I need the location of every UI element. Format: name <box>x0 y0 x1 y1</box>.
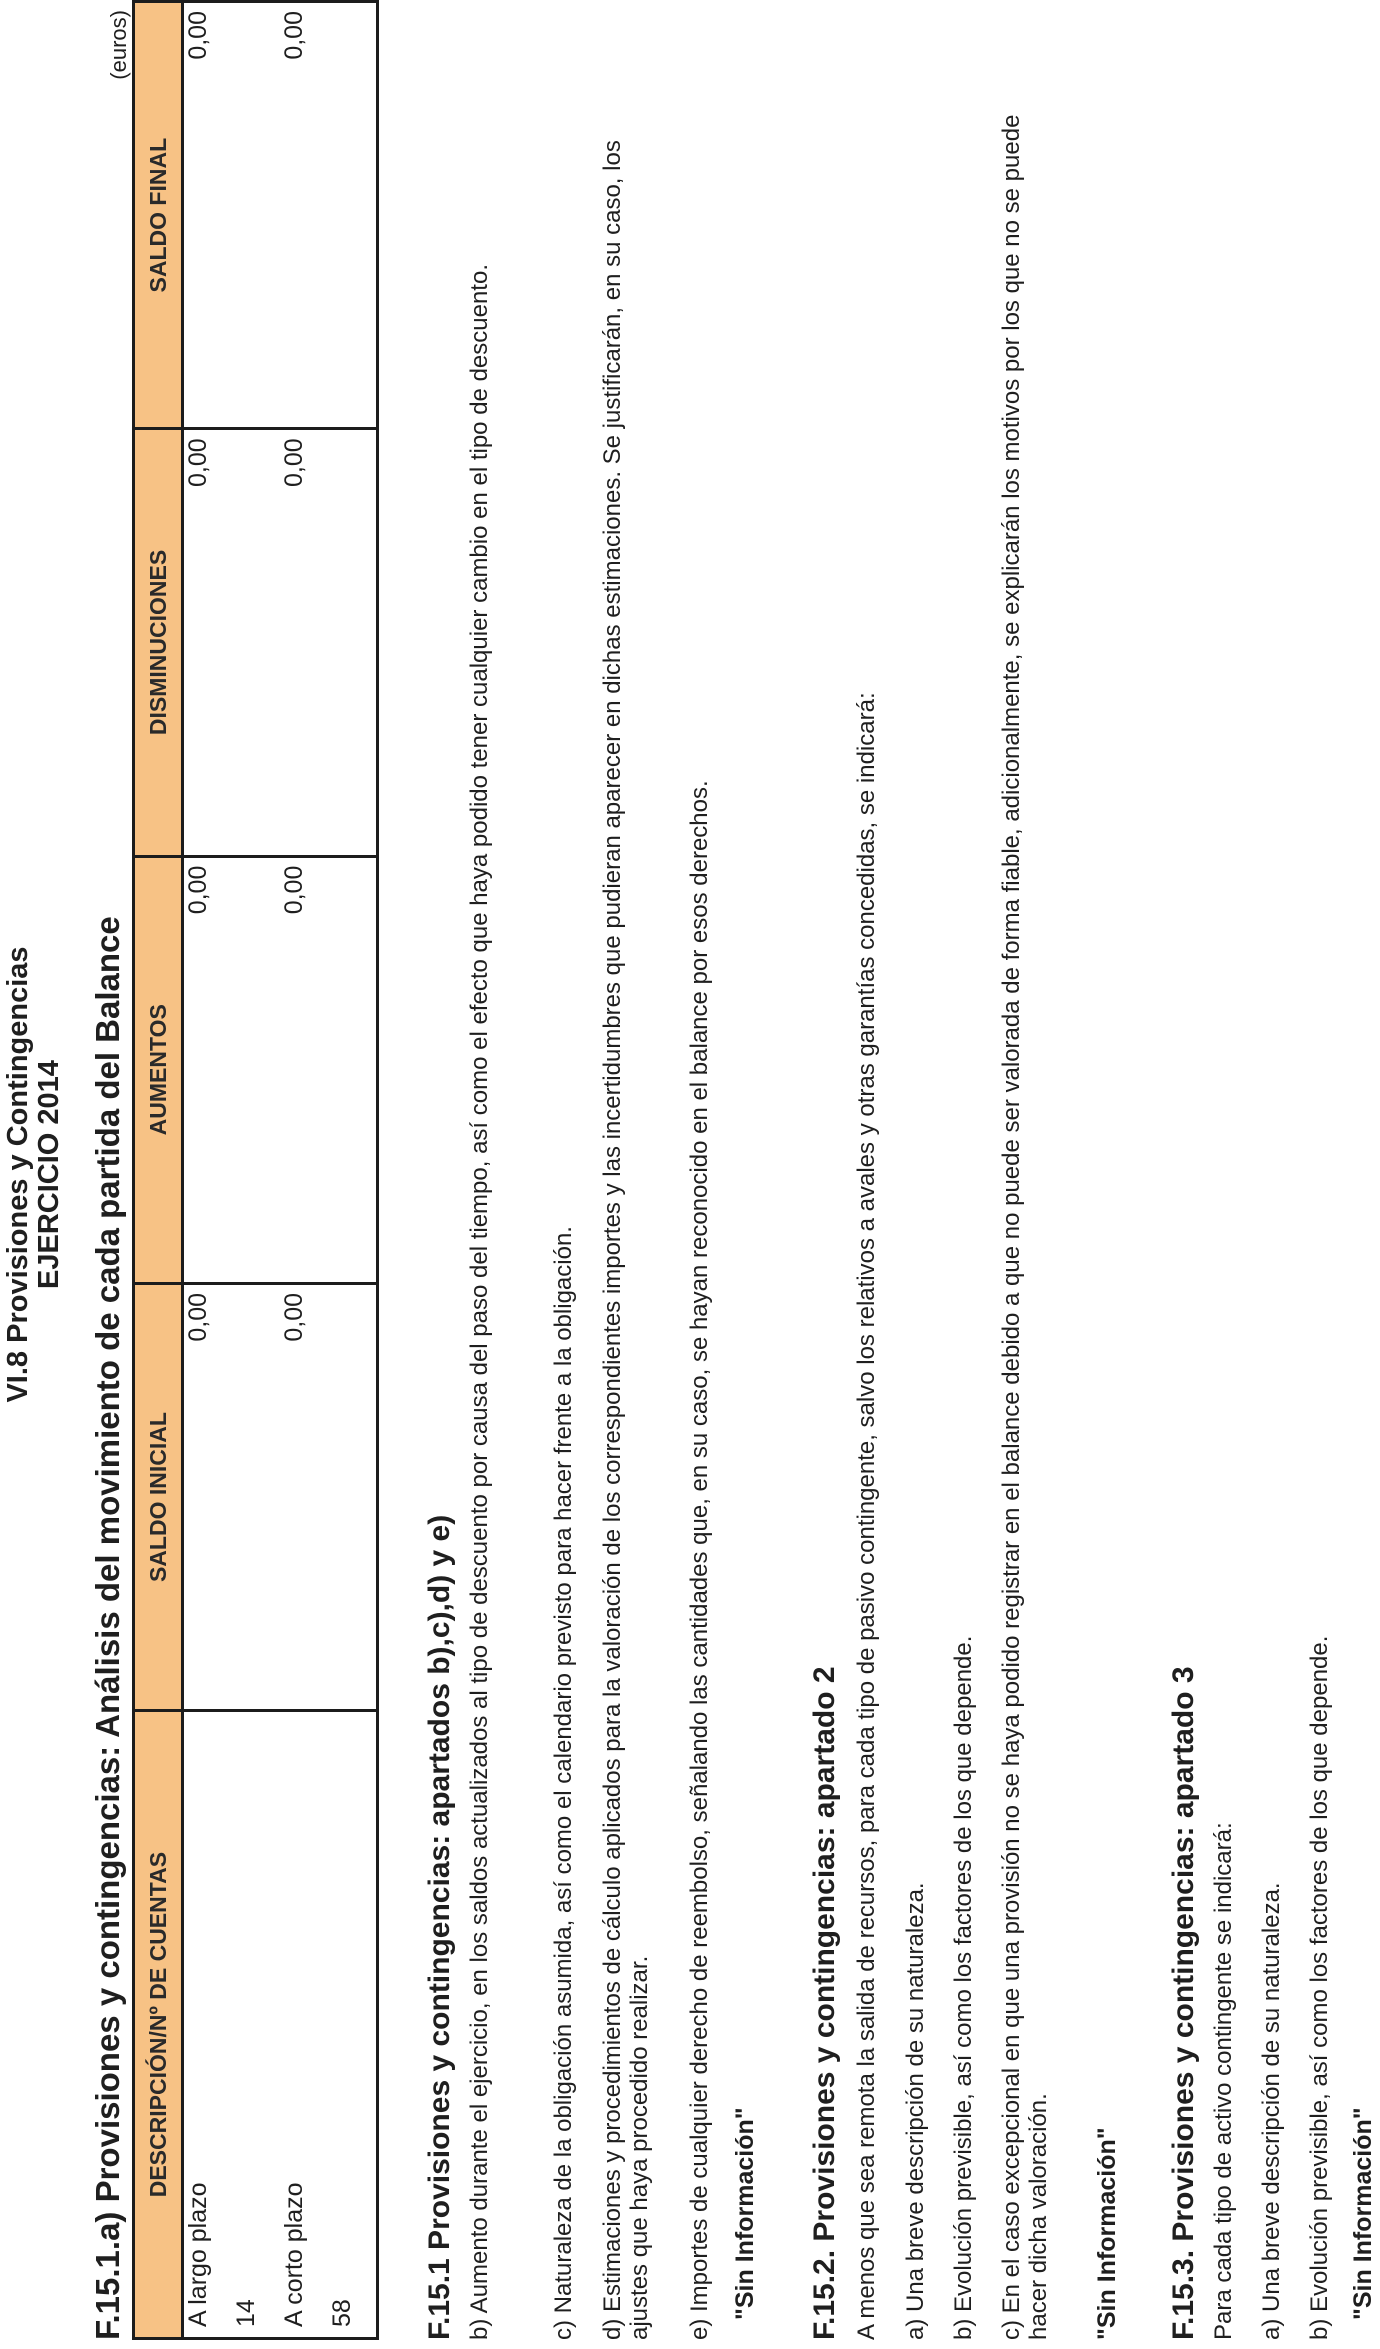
section-2-item-c: c) En el caso excepcional en que una provisión no se haya podido registrar en el balance debido a que no puede ser valorada de forma fiable, adicionalmente, se explicarán los motivos por los que no se puede hacer dicha valoración. <box>998 114 1052 2340</box>
page-subtitle-year: EJERCICIO 2014 <box>33 1060 65 1289</box>
section-3-intro: Para cada tipo de activo contingente se indicará: <box>1210 1822 1237 2340</box>
units-label: (euros) <box>106 10 131 80</box>
cell-aumentos: 0,00 <box>183 856 233 1283</box>
cell-aumentos <box>232 856 280 1283</box>
column-header-disminuciones: DISMINUCIONES <box>134 429 183 856</box>
row-label: A corto plazo <box>280 2182 308 2327</box>
section-3-item-a: a) Una breve descripción de su naturaleza. <box>1258 1882 1285 2340</box>
cell-saldo-inicial <box>232 1283 280 1710</box>
section-3-sin-informacion: "Sin Información" <box>1349 2107 1377 2320</box>
section-3-item-b: b) Evolución previsible, así como los factores de los que depende. <box>1306 1635 1333 2340</box>
section-2-intro: A menos que sea remota la salida de recursos, para cada tipo de pasivo contingente, salvo los relativos a avales y otras garantías concedidas, se indicará: <box>853 692 880 2340</box>
section-2-sin-informacion: "Sin Información" <box>1093 2127 1121 2340</box>
movements-table <box>132 0 379 2340</box>
section-1-item-c: c) Naturaleza de la obligación asumida, así como el calendario previsto para hacer frente a la obligación. <box>550 1226 577 2340</box>
section-2-item-b: b) Evolución previsible, así como los factores de los que depende. <box>950 1635 977 2340</box>
cell-saldo-final <box>232 2 280 429</box>
table-heading: F.15.1.a) Provisiones y contingencias: Análisis del movimiento de cada partida del Balance <box>89 916 126 2340</box>
cell-saldo-inicial: 0,00 <box>280 1283 328 1710</box>
column-header-descripcion: DESCRIPCIÓN/Nº DE CUENTAS <box>134 1711 183 2339</box>
table-row <box>280 2 328 2339</box>
section-1-item-b: b) Aumento durante el ejercicio, en los saldos actualizados al tipo de descuento por causa del paso del tiempo, así como el efecto que haya podido tener cualquier cambio en el tipo de descuento. <box>466 264 493 2340</box>
page-title: VI.8 Provisiones y Contingencias <box>2 946 34 1403</box>
cell-aumentos <box>328 856 378 1283</box>
cell-aumentos: 0,00 <box>280 856 328 1283</box>
table-header-row <box>134 2 183 2339</box>
cell-saldo-final <box>328 2 378 429</box>
table-row <box>328 2 378 2339</box>
cell-disminuciones: 0,00 <box>183 429 233 856</box>
cell-disminuciones <box>328 429 378 856</box>
column-header-saldo-final: SALDO FINAL <box>134 2 183 429</box>
row-label: 58 <box>328 2299 356 2327</box>
table-row <box>183 2 233 2339</box>
section-1-heading: F.15.1 Provisiones y contingencias: apartados b),c),d) y e) <box>423 1514 456 2340</box>
section-1-item-d: d) Estimaciones y procedimientos de cálculo aplicados para la valoración de los correspondientes importes y las incertidumbres que pudieran aparecer en dichas estimaciones. Se justificarán, en su caso, los ajustes que haya procedido realizar. <box>599 140 653 2340</box>
section-2-heading: F.15.2. Provisiones y contingencias: apartado 2 <box>808 1666 841 2340</box>
cell-saldo-final: 0,00 <box>280 2 328 429</box>
cell-saldo-inicial: 0,00 <box>183 1283 233 1710</box>
section-1-sin-informacion: "Sin Información" <box>731 2107 759 2320</box>
section-2-item-a: a) Una breve descripción de su naturaleza. <box>902 1882 929 2340</box>
cell-disminuciones <box>232 429 280 856</box>
section-1-item-e: e) Importes de cualquier derecho de reembolso, señalando las cantidades que, en su caso, se hayan reconocido en el balance por esos derechos. <box>686 780 713 2340</box>
row-label: 14 <box>232 2299 260 2327</box>
cell-saldo-final: 0,00 <box>183 2 233 429</box>
row-label: A largo plazo <box>184 2182 212 2327</box>
column-header-saldo-inicial: SALDO INICIAL <box>134 1283 183 1710</box>
cell-saldo-inicial <box>328 1283 378 1710</box>
cell-disminuciones: 0,00 <box>280 429 328 856</box>
table-row <box>232 2 280 2339</box>
section-3-heading: F.15.3. Provisiones y contingencias: apartado 3 <box>1167 1666 1200 2340</box>
column-header-aumentos: AUMENTOS <box>134 856 183 1283</box>
